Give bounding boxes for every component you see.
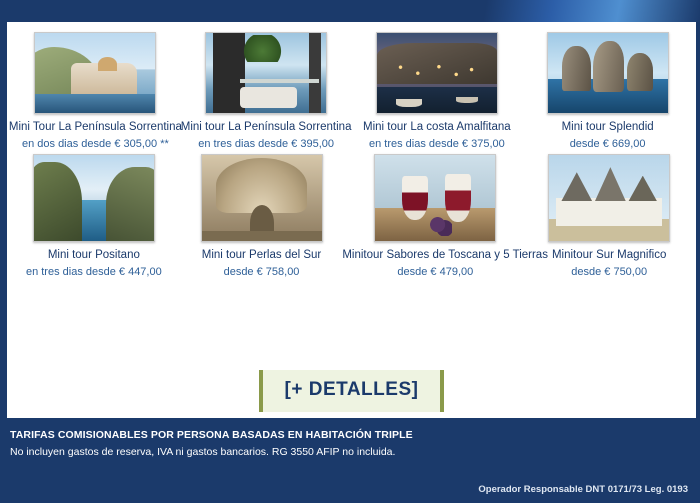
tour-card[interactable] xyxy=(7,32,184,150)
footer-conditions-primary: TARIFAS COMISIONABLES POR PERSONA BASADAS EN HABITACIÓN TRIPLE xyxy=(10,429,413,441)
tour-thumbnail[interactable] xyxy=(548,154,670,242)
tour-thumbnail[interactable] xyxy=(374,154,496,242)
tour-thumbnail[interactable] xyxy=(205,32,327,114)
tour-card[interactable] xyxy=(349,32,526,150)
tour-thumbnail[interactable] xyxy=(376,32,498,114)
footer-conditions-secondary: No incluyen gastos de reserva, IVA ni gastos bancarios. RG 3550 AFIP no incluida. xyxy=(10,446,396,458)
tour-price: desde € 479,00 xyxy=(397,266,474,278)
tour-thumbnail[interactable] xyxy=(201,154,323,242)
tour-title: Mini tour Perlas del Sur xyxy=(201,249,322,261)
tour-card[interactable] xyxy=(175,154,349,278)
tour-title: Mini Tour La Península Sorrentina xyxy=(8,121,182,133)
tour-title: Mini tour Splendid xyxy=(561,121,654,133)
tour-card[interactable] xyxy=(178,32,355,150)
cta-container xyxy=(7,370,696,412)
tour-thumbnail[interactable] xyxy=(33,154,155,242)
tours-row-2 xyxy=(7,154,696,278)
tour-title: Minitour Sabores de Toscana y 5 Tierras xyxy=(342,249,548,261)
tour-card[interactable] xyxy=(522,154,696,278)
footer-operator-license: Operador Responsable DNT 0171/73 Leg. 0193 xyxy=(478,484,688,495)
tour-title: Mini tour La Península Sorrentina xyxy=(180,121,352,133)
detalles-button[interactable]: [+ DETALLES] xyxy=(259,370,445,412)
tour-price: desde € 750,00 xyxy=(571,266,648,278)
top-accent-band xyxy=(0,0,700,22)
tour-price: en tres dias desde € 395,00 xyxy=(198,138,334,150)
tour-card[interactable] xyxy=(342,154,548,278)
tour-price: en tres dias desde € 375,00 xyxy=(368,138,505,150)
tours-grid xyxy=(7,32,696,282)
tour-title: Minitour Sur Magnifico xyxy=(551,249,667,261)
tour-thumbnail[interactable] xyxy=(547,32,669,114)
tour-thumbnail[interactable] xyxy=(34,32,156,114)
tour-price: desde € 758,00 xyxy=(223,266,300,278)
tour-price: en dos dias desde € 305,00 ** xyxy=(21,138,169,150)
tour-card[interactable] xyxy=(7,154,181,278)
top-band-swoosh xyxy=(370,0,700,22)
tour-price: desde € 669,00 xyxy=(569,138,646,150)
tours-row-1 xyxy=(7,32,696,150)
tour-title: Mini tour La costa Amalfitana xyxy=(363,121,511,133)
tour-price: en tres dias desde € 447,00 xyxy=(25,266,162,278)
tour-card[interactable] xyxy=(519,32,696,150)
footer-band xyxy=(0,418,700,503)
tour-title: Mini tour Positano xyxy=(47,249,140,261)
